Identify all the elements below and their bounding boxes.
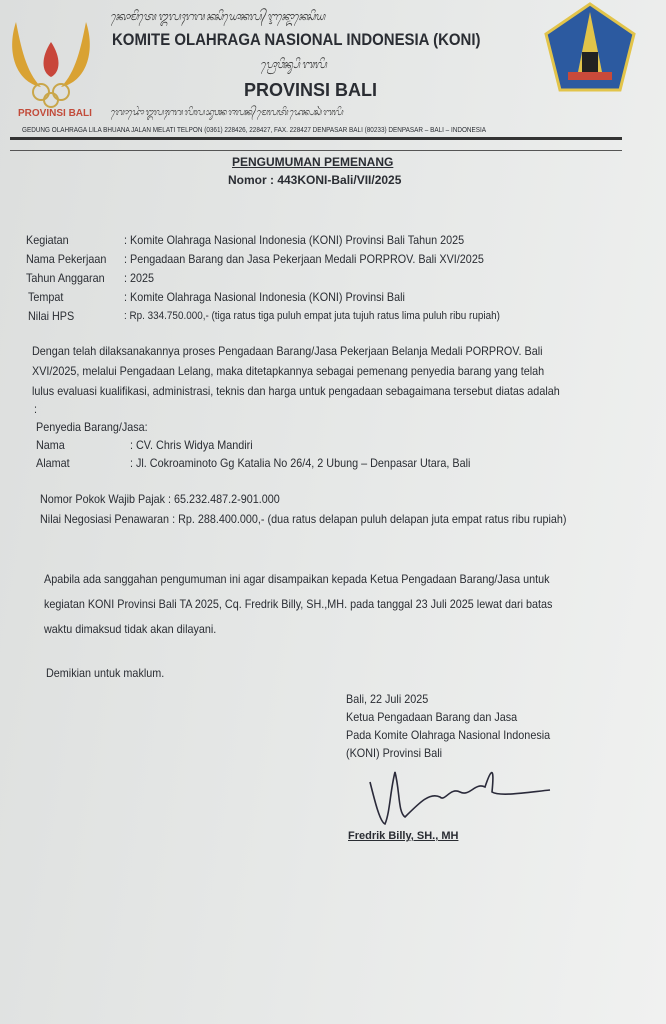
bali-province-emblem (542, 2, 638, 96)
divider (10, 137, 622, 140)
koni-logo (6, 12, 96, 108)
signature-title: Ketua Pengadaan Barang dan Jasa (346, 710, 518, 724)
tax-number: Nomor Pokok Wajib Pajak : 65.232.487.2-901.000 (40, 492, 280, 506)
region-name: PROVINSI BALI (244, 80, 378, 100)
balinese-script-line: ᬓᭀᬫᬶᬢᬾ ᬑᬮᬄᬭᬕ ᬦᬲᬶᬬᭀᬦᬮ᭄ ᬇᬦ᭄ᬤᭀᬦᬾᬲᬶᬬ (110, 10, 325, 23)
field-value: : Komite Olahraga Nasional Indonesia (KONI) Provinsi Bali Tahun 2025 (124, 233, 465, 247)
paragraph-line: Dengan telah dilaksanakannya proses Pengadaan Barang/Jasa Pekerjaan Belanja Medali PORPROV. Bali (32, 344, 543, 358)
provider-name: : CV. Chris Widya Mandiri (130, 438, 253, 452)
balinese-script-line: ᬧ᭄ᬭᭀᬯᬶᬦ᭄ᬲᬶ ᬩᬮᬶ (260, 58, 326, 71)
provider-address: : Jl. Cokroaminoto Gg Katalia No 26/4, 2 Ubung – Denpasar Utara, Bali (130, 456, 471, 470)
field-value: : 2025 (124, 271, 155, 285)
signature-title: (KONI) Provinsi Bali (346, 746, 443, 760)
negotiated-value: Nilai Negosiasi Penawaran : Rp. 288.400.000,- (dua ratus delapan puluh delapan juta empat ratus ribu rupiah) (40, 512, 567, 526)
field-label: Tahun Anggaran (26, 271, 105, 285)
signature-title: Pada Komite Olahraga Nasional Indonesia (346, 728, 551, 742)
divider (10, 150, 622, 151)
field-label: Nama (36, 438, 65, 452)
field-value: : Komite Olahraga Nasional Indonesia (KONI) Provinsi Bali (124, 290, 405, 304)
closing-text: Demikian untuk maklum. (46, 666, 165, 680)
paragraph-line: waktu dimaksud tidak akan dilayani. (44, 622, 217, 636)
doc-title: PENGUMUMAN PEMENANG (232, 155, 394, 169)
provider-heading: Penyedia Barang/Jasa: (36, 420, 148, 434)
field-label: Nilai HPS (28, 309, 75, 323)
field-label: Alamat (36, 456, 70, 470)
letterhead-address: GEDUNG OLAHRAGA LILA BHUANA JALAN MELATI TELPON (0361) 228426, 228427, FAX. 228427 DENPASAR BALI (80233) DENPASAR – BALI – INDONESIA (22, 125, 487, 134)
field-label: Tempat (28, 290, 64, 304)
doc-number: Nomor : 443KONI-Bali/VII/2025 (228, 173, 402, 187)
logo-caption: PROVINSI BALI (18, 108, 92, 119)
field-value: : Pengadaan Barang dan Jasa Pekerjaan Medali PORPROV. Bali XVI/2025 (124, 252, 484, 266)
paragraph-line: kegiatan KONI Provinsi Bali TA 2025, Cq. Fredrik Billy, SH.,MH. pada tanggal 23 Juli 2025 lewat dari batas (44, 597, 553, 611)
field-value: : Rp. 334.750.000,- (tiga ratus tiga puluh empat juta tujuh ratus lima puluh ribu rupiah) (124, 310, 500, 322)
handwritten-signature (360, 752, 560, 828)
org-name: KOMITE OLAHRAGA NASIONAL INDONESIA (KONI) (112, 30, 481, 49)
field-label: Nama Pekerjaan (26, 252, 107, 266)
field-label: Kegiatan (26, 233, 69, 247)
paragraph-line: XVI/2025, melalui Pengadaan Lelang, maka ditetapkannya sebagai pemenang penyedia barang yang telah (32, 364, 545, 378)
paragraph-line: : (34, 402, 38, 416)
signature-date: Bali, 22 Juli 2025 (346, 692, 429, 706)
signatory-name: Fredrik Billy, SH., MH (348, 830, 459, 842)
paragraph-line: Apabila ada sanggahan pengumuman ini agar disampaikan kepada Ketua Pengadaan Barang/Jasa untuk (44, 572, 550, 586)
paragraph-line: lulus evaluasi kualifikasi, administrasi, teknis dan harga untuk pengadaan sebagaimana tersebut diatas adalah (32, 384, 560, 398)
balinese-address-line: ᬕᭀᬤᭀᬂ ᬑᬮᬄᬭᬕ ᬮᬶᬮ ᬪᬸᬯᬦ ᬚᬮᬦ᭄ ᬫᬾᬮᬢᬶ ᬤᬾᬦ᭄ᬧᬲᬃ ᬩᬮᬶ (110, 108, 343, 118)
